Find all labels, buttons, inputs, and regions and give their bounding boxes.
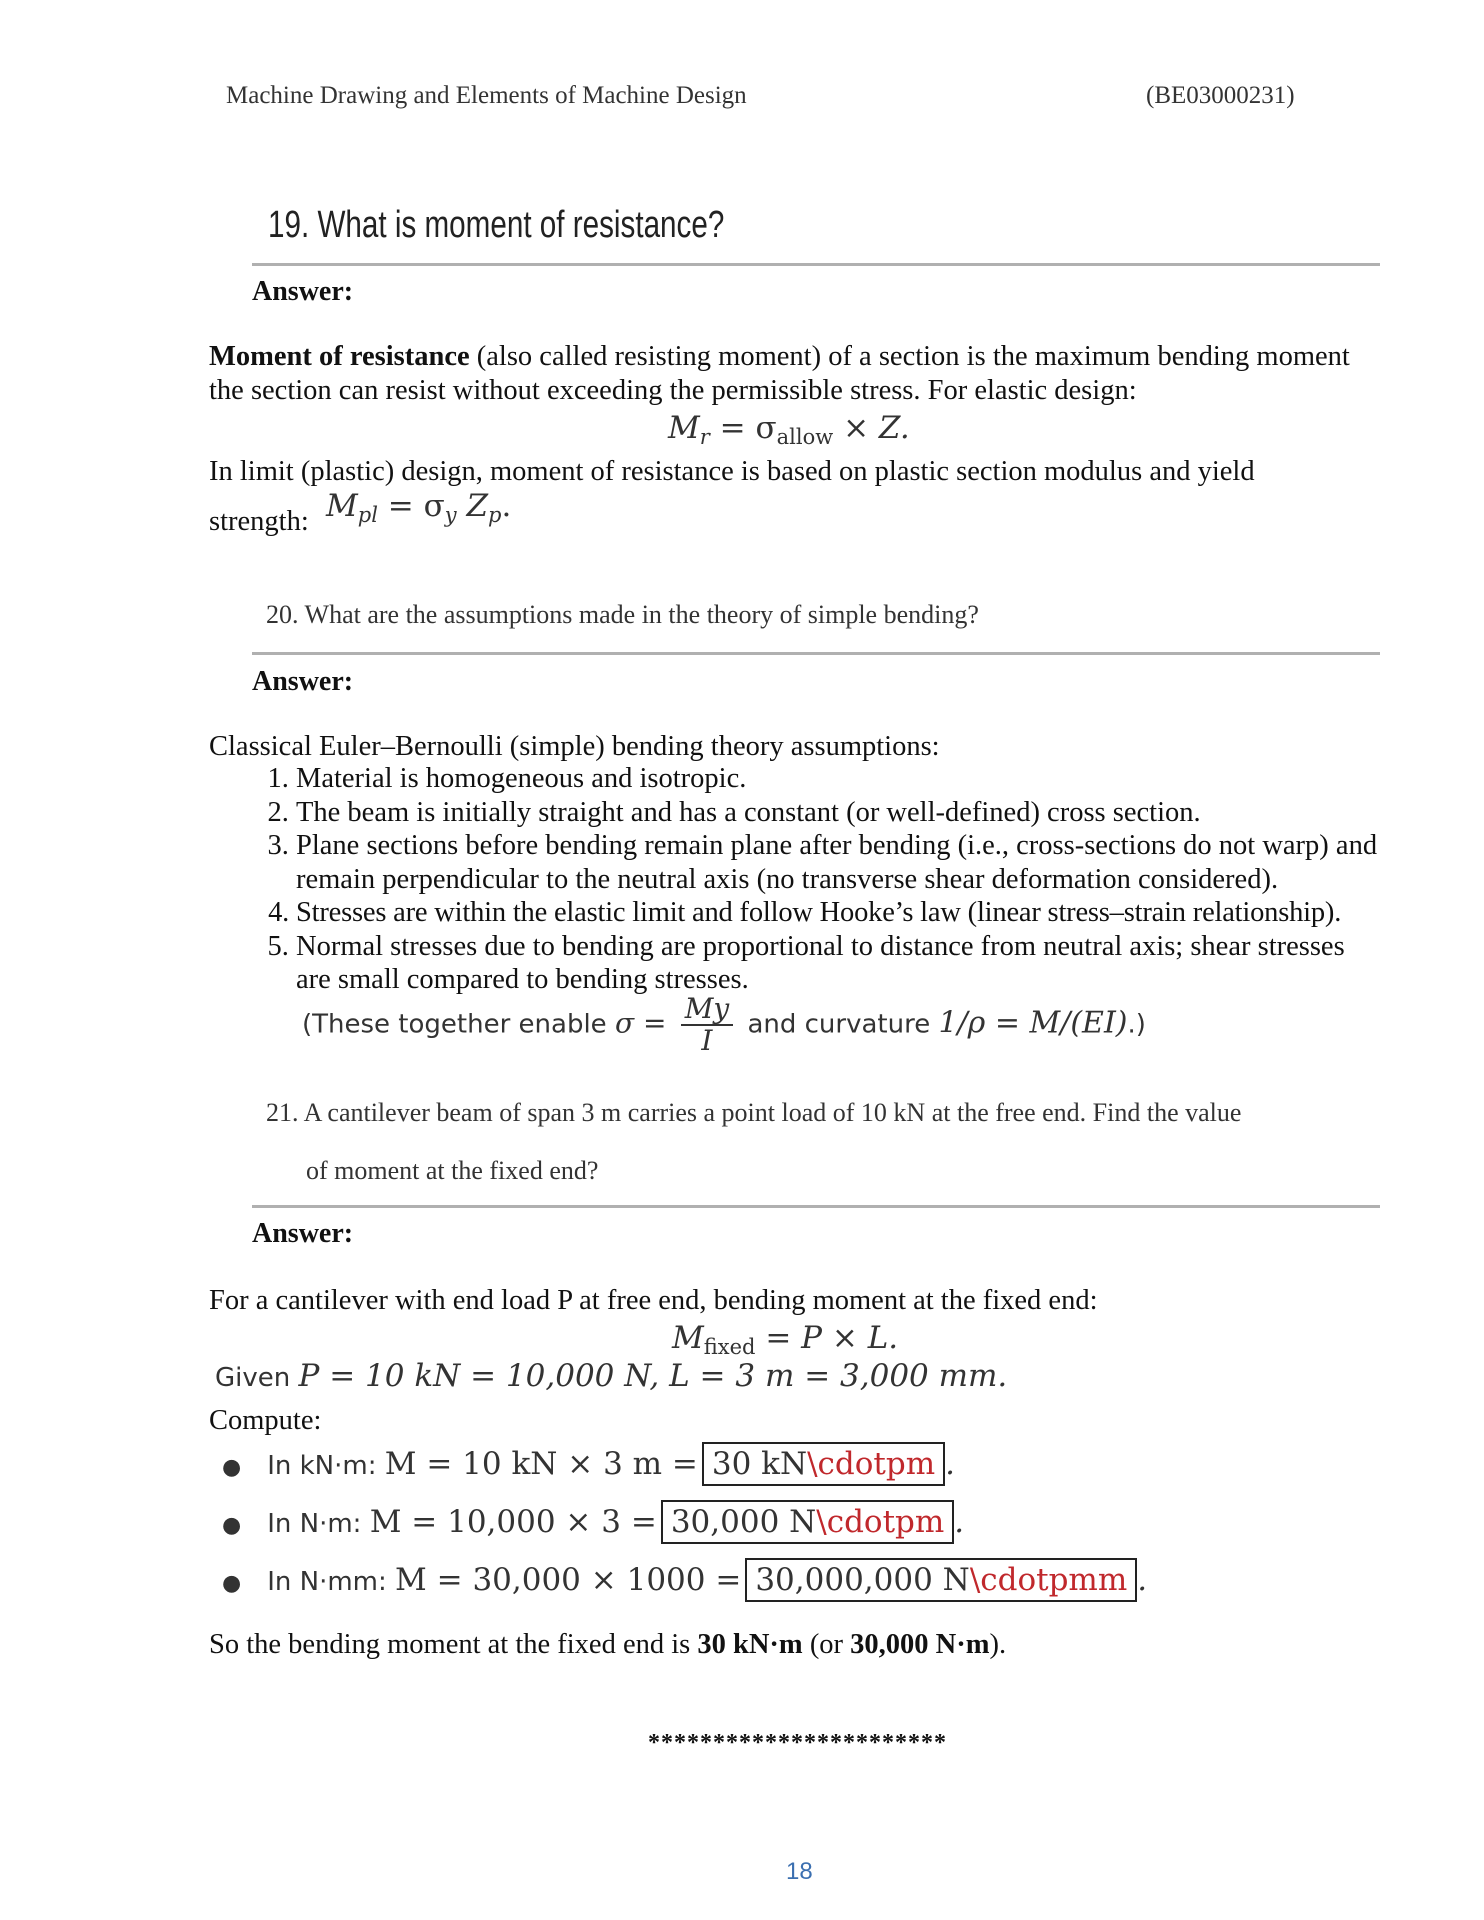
q19-paragraph-1: Moment of resistance (also called resisting moment) of a section is the maximum bending moment xyxy=(209,341,1350,372)
compute-bullet-nm: ● In N·m: M = 10,000 × 3 = 30,000 N\cdotpm . xyxy=(222,1500,964,1544)
question-20-rule xyxy=(252,652,1380,655)
list-item: 3. Plane sections before bending remain plane after bending (i.e., cross-sections do not warp) and remain perpendicular to the neutral axis (no transverse shear deformation considered). xyxy=(296,829,1386,896)
equation-fixed-moment: $M_{fixed} = P \times L$. xyxy=(672,1320,899,1359)
question-21-title-line2: of moment at the fixed end? xyxy=(306,1156,599,1185)
boxed-result: 30,000 N\cdotpm xyxy=(661,1500,954,1544)
q21-conclusion: So the bending moment at the fixed end is 30 kN·m (or 30,000 N·m). xyxy=(209,1629,1007,1660)
compute-bullet-nmm: ● In N·mm: M = 30,000 × 1000 = 30,000,000 N\cdotpmm . xyxy=(222,1558,1147,1602)
assumptions-list xyxy=(252,762,1436,997)
q19-paragraph-2: In limit (plastic) design, moment of resistance is based on plastic section modulus and yield xyxy=(209,456,1255,487)
page-number: 18 xyxy=(786,1858,813,1885)
term-moment-of-resistance: Moment of resistance xyxy=(209,341,470,372)
q19-paragraph-2-line2: strength: xyxy=(209,506,309,537)
q21-intro: For a cantilever with end load P at free end, bending moment at the fixed end: xyxy=(209,1285,1098,1316)
equation-elastic-moment: $Mr = \sigma_{allow} \times Z$. xyxy=(668,410,910,449)
answer-label-21: Answer: xyxy=(252,1218,354,1249)
list-item: 4. Stresses are within the elastic limit and follow Hooke’s law (linear stress–strain relationship). xyxy=(296,896,1436,930)
question-20-title: 20. What are the assumptions made in the theory of simple bending? xyxy=(266,600,979,629)
header-code: (BE03000231) xyxy=(1146,82,1295,109)
list-item: 1. Material is homogeneous and isotropic. xyxy=(296,762,1436,796)
question-19-rule xyxy=(252,263,1380,266)
question-21-title: 21. A cantilever beam of span 3 m carries a point load of 10 kN at the free end. Find the value xyxy=(266,1098,1242,1127)
equation-plastic-moment: Mpl = σy Zp. xyxy=(326,488,512,527)
header-title: Machine Drawing and Elements of Machine Design xyxy=(226,82,747,109)
compute-bullet-knm: ● In kN·m: M = 10 kN × 3 m = 30 kN\cdotpm . xyxy=(222,1442,955,1486)
assumptions-note: (These together enable σ = $\frac{My}{I}$ and curvature 1/ρ = M/(EI).) xyxy=(302,992,1146,1057)
boxed-result: 30 kN\cdotpm xyxy=(702,1442,945,1486)
q19-paragraph-1-line2: the section can resist without exceeding the permissible stress. For elastic design: xyxy=(209,375,1137,406)
answer-label-19: Answer: xyxy=(252,276,354,307)
question-21-rule xyxy=(252,1205,1380,1208)
fraction-my-over-i: $\frac{My}{I}$ xyxy=(681,994,734,1056)
list-item: 5. Normal stresses due to bending are proportional to distance from neutral axis; shear stresses are small compared to bending stresses. xyxy=(296,930,1386,997)
given-values: Given P = 10 kN = 10,000 N, L = 3 m = 3,000 mm. xyxy=(215,1358,1008,1394)
section-separator: *********************** xyxy=(648,1730,947,1756)
question-19-title: 19. What is moment of resistance? xyxy=(268,204,725,246)
boxed-result: 30,000,000 N\cdotpmm xyxy=(745,1558,1137,1602)
answer-label-20: Answer: xyxy=(252,666,354,697)
list-item: 2. The beam is initially straight and has a constant (or well-defined) cross section. xyxy=(296,796,1436,830)
q20-intro: Classical Euler–Bernoulli (simple) bending theory assumptions: xyxy=(209,731,940,762)
compute-label: Compute: xyxy=(209,1405,322,1436)
